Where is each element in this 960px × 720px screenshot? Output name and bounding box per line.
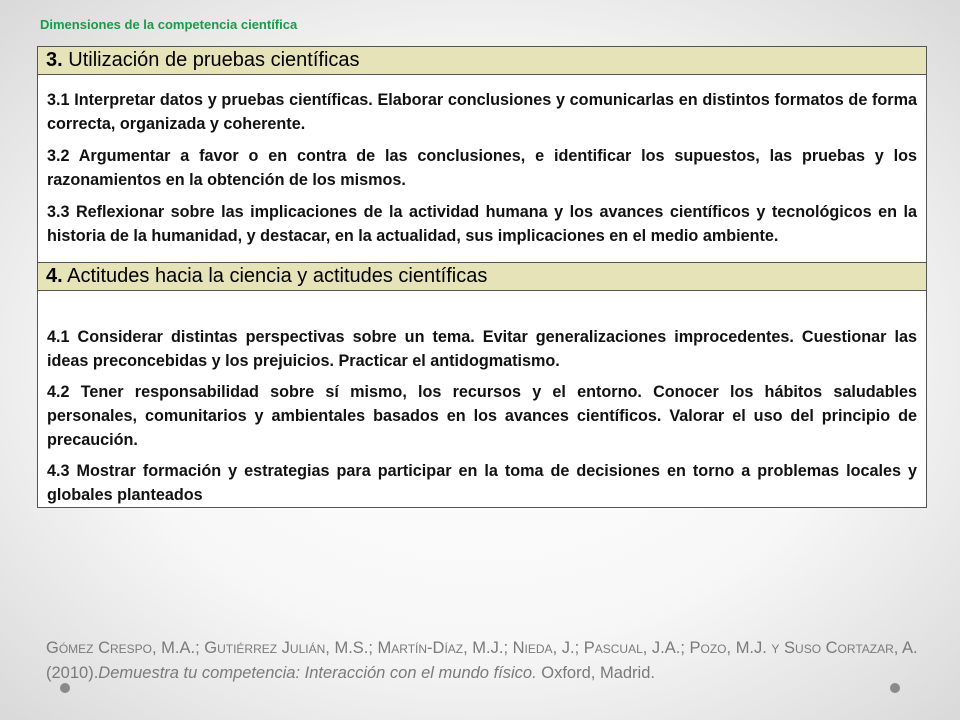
section-4-number: 4. <box>46 265 63 287</box>
section-4-title: Actitudes hacia la ciencia y actitudes científicas <box>67 265 488 287</box>
right-decoration-dot <box>890 683 900 693</box>
item-3-1: 3.1 Interpretar datos y pruebas científicas. Elaborar conclusiones y comunicarlas en distintos formatos de forma correcta, organizada y coherente. <box>47 91 917 133</box>
section-3-header <box>38 47 926 75</box>
left-decoration-dot <box>60 683 70 693</box>
competence-table <box>37 46 927 508</box>
item-3-3: 3.3 Reflexionar sobre las implicaciones de la actividad humana y los avances científicos y tecnológicos en la historia de la humanidad, y destacar, en la actualidad, sus implicaciones en el medio ambiente. <box>47 203 917 245</box>
slide-header: Dimensiones de la competencia científica <box>40 17 298 32</box>
item-3-2: 3.2 Argumentar a favor o en contra de las conclusiones, e identificar los supuestos, las pruebas y los razonamientos en la obtención de los mismos. <box>47 147 917 189</box>
citation <box>46 636 926 686</box>
item-4-3: 4.3 Mostrar formación y estrategias para participar en la toma de decisiones en torno a problemas locales y globales planteados <box>47 462 917 504</box>
citation-publisher: Oxford, Madrid. <box>541 664 655 682</box>
section-3-title: Utilización de pruebas científicas <box>68 49 360 71</box>
section-4-body <box>38 291 926 507</box>
citation-authors: Gómez Crespo, M.A.; Gutiérrez Julián, M.S.; Martín-Díaz, M.J.; Nieda, J.; Pascual, J.A.; Pozo, M.J. y Suso Cortazar, A. <box>46 639 918 657</box>
item-4-1: 4.1 Considerar distintas perspectivas sobre un tema. Evitar generalizaciones improcedentes. Cuestionar las ideas preconcebidas y los prejuicios. Practicar el antidogmatismo. <box>47 328 917 370</box>
section-3-body <box>38 75 926 263</box>
citation-title: Demuestra tu competencia: Interacción con el mundo físico. <box>98 664 537 682</box>
section-3-number: 3. <box>46 49 63 71</box>
citation-year: (2010). <box>46 664 99 682</box>
item-4-2: 4.2 Tener responsabilidad sobre sí mismo, los recursos y el entorno. Conocer los hábitos saludables personales, comunitarios y ambientales basados en los avances científicos. Valorar el uso del principio de precaución. <box>47 383 917 449</box>
section-4-header <box>38 263 926 291</box>
